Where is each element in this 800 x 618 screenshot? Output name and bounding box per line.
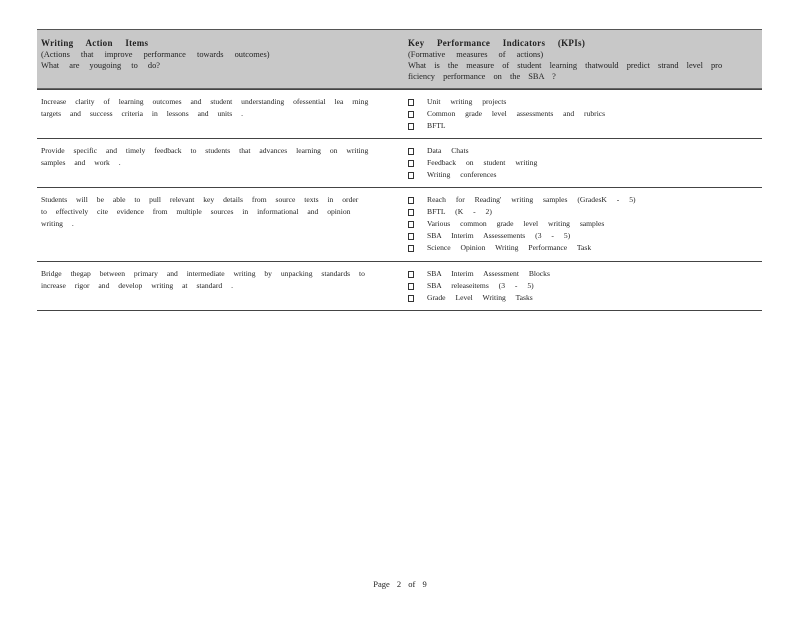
header-left-subtitle: (Actions that improve performance towards outcomes) (41, 50, 270, 59)
table-row (37, 261, 762, 310)
kpi-item: BFTL (408, 120, 753, 132)
action-cell: Increase clarity of learning outcomes and student understanding ofessential lea rning targets and success criteria in lessons and units . (41, 97, 369, 118)
kpi-item: Reach for Reading' writing samples (GradesK - 5) (408, 194, 753, 206)
kpi-item: Writing conferences (408, 169, 753, 181)
header-right-cell (408, 38, 753, 82)
header-right-question: What is the measure of student learning thatwould predict strand level pro ficiency performance on the SBA ? (408, 61, 723, 81)
kpi-cell (408, 268, 753, 304)
header-right-subtitle: (Formative measures of actions) (408, 50, 544, 59)
checkbox-icon (408, 221, 414, 228)
kpi-item: Unit writing projects (408, 96, 753, 108)
kpi-cell (408, 145, 753, 181)
table-row (37, 89, 762, 138)
checkbox-icon (408, 111, 414, 118)
kpi-item: SBA releaseitems (3 - 5) (408, 280, 753, 292)
table-row (37, 187, 762, 261)
checkbox-icon (408, 295, 414, 302)
kpi-item: Grade Level Writing Tasks (408, 292, 753, 304)
kpi-cell (408, 194, 753, 254)
checkbox-icon (408, 99, 414, 106)
checkbox-icon (408, 197, 414, 204)
kpi-item: Feedback on student writing (408, 157, 753, 169)
header-left-question: What are yougoing to do? (41, 61, 160, 70)
table-row (37, 138, 762, 187)
checkbox-icon (408, 123, 414, 130)
writing-action-items-heading: Writing Action Items (41, 38, 149, 48)
action-items-table (37, 29, 762, 311)
checkbox-icon (408, 283, 414, 290)
checkbox-icon (408, 233, 414, 240)
checkbox-icon (408, 160, 414, 167)
kpi-item: SBA Interim Assessements (3 - 5) (408, 230, 753, 242)
kpi-item: Data Chats (408, 145, 753, 157)
checkbox-icon (408, 148, 414, 155)
action-cell: Bridge thegap between primary and intermediate writing by unpacking standards to increase rigor and develop writing at standard . (41, 269, 365, 290)
kpi-item: BFTL (K - 2) (408, 206, 753, 218)
kpi-item: Common grade level assessments and rubrics (408, 108, 753, 120)
action-cell: Students will be able to pull relevant key details from source texts in order to effectively cite evidence from multiple sources in informational and opinion writing . (41, 195, 359, 228)
kpi-item: Science Opinion Writing Performance Task (408, 242, 753, 254)
kpi-item: Various common grade level writing samples (408, 218, 753, 230)
checkbox-icon (408, 209, 414, 216)
checkbox-icon (408, 271, 414, 278)
kpi-cell (408, 96, 753, 132)
kpi-heading: Key Performance Indicators (KPIs) (408, 38, 586, 48)
kpi-item: SBA Interim Assessment Blocks (408, 268, 753, 280)
header-left-cell (41, 38, 386, 71)
checkbox-icon (408, 172, 414, 179)
action-cell: Provide specific and timely feedback to students that advances learning on writing samples and work . (41, 146, 369, 167)
table-header (37, 30, 762, 89)
checkbox-icon (408, 245, 414, 252)
page-number: Page 2 of 9 (373, 579, 427, 589)
